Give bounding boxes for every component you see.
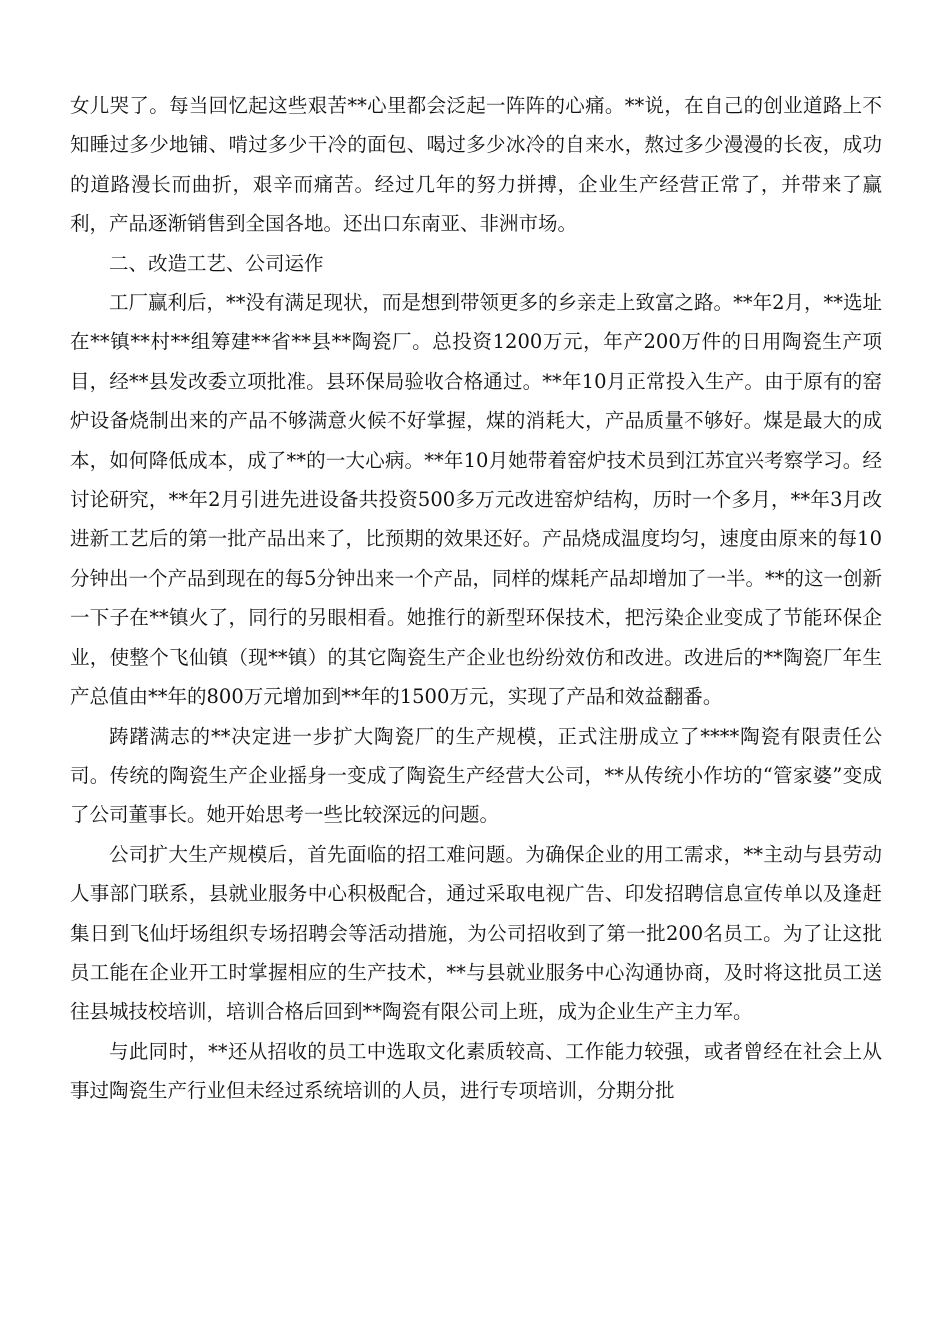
paragraph-company-expansion: 踌躇满志的**决定进一步扩大陶瓷厂的生产规模，正式注册成立了****陶瓷有限责任公司。传统的陶瓷生产企业摇身一变成了陶瓷生产经营大公司，**从传统小作坊的“管家婆”变成了公司董事长。她开始思考一些比较深远的问题。 bbox=[70, 724, 882, 827]
paragraph-continuation: 女儿哭了。每当回忆起这些艰苦**心里都会泛起一阵阵的心痛。**说，在自己的创业道路上不知睡过多少地铺、啃过多少干冷的面包、喝过多少冰冷的自来水，熬过多少漫漫的长夜，成功的道路漫长而曲折，艰辛而痛苦。经过几年的努力拼搏，企业生产经营正常了，并带来了赢利，产品逐渐销售到全国各地。还出口东南亚、非洲市场。 bbox=[70, 94, 882, 236]
paragraph-recruitment: 公司扩大生产规模后，首先面临的招工难问题。为确保企业的用工需求，**主动与县劳动人事部门联系，县就业服务中心积极配合，通过采取电视广告、印发招聘信息宣传单以及逢赶集日到飞仙圩场组织专场招聘会等活动措施，为公司招收到了第一批200名员工。为了让这批员工能在企业开工时掌握相应的生产技术，**与县就业服务中心沟通协商，及时将这批员工送往县城技校培训，培训合格后回到**陶瓷有限公司上班，成为企业生产主力军。 bbox=[70, 842, 882, 1024]
section-heading: 二、改造工艺、公司运作 bbox=[109, 251, 324, 275]
document-page bbox=[70, 86, 882, 1111]
paragraph-training: 与此同时，**还从招收的员工中选取文化素质较高、工作能力较强，或者曾经在社会上从事过陶瓷生产行业但未经过系统培训的人员，进行专项培训，分期分批 bbox=[70, 1039, 882, 1103]
paragraph-process-improvement: 工厂赢利后，**没有满足现状，而是想到带领更多的乡亲走上致富之路。**年2月，**选址在**镇**村**组筹建**省**县**陶瓷厂。总投资1200万元，年产200万件的日用陶瓷生产项目，经**县发改委立项批准。县环保局验收合格通过。**年10月正常投入生产。由于原有的窑炉设备烧制出来的产品不够满意火候不好掌握，煤的消耗大，产品质量不够好。煤是最大的成本，如何降低成本，成了**的一大心病。**年10月她带着窑炉技术员到江苏宜兴考察学习。经讨论研究，**年2月引进先进设备共投资500多万元改进窑炉结构，历时一个多月，**年3月改进新工艺后的第一批产品出来了，比预期的效果还好。产品烧成温度均匀，速度由原来的每10分钟出一个产品到现在的每5分钟出来一个产品，同样的煤耗产品却增加了一半。**的这一创新一下子在**镇火了，同行的另眼相看。她推行的新型环保技术，把污染企业变成了节能环保企业，使整个飞仙镇（现**镇）的其它陶瓷生产企业也纷纷效仿和改进。改进后的**陶瓷厂年生产总值由**年的800万元增加到**年的1500万元，实现了产品和效益翻番。 bbox=[70, 291, 882, 709]
